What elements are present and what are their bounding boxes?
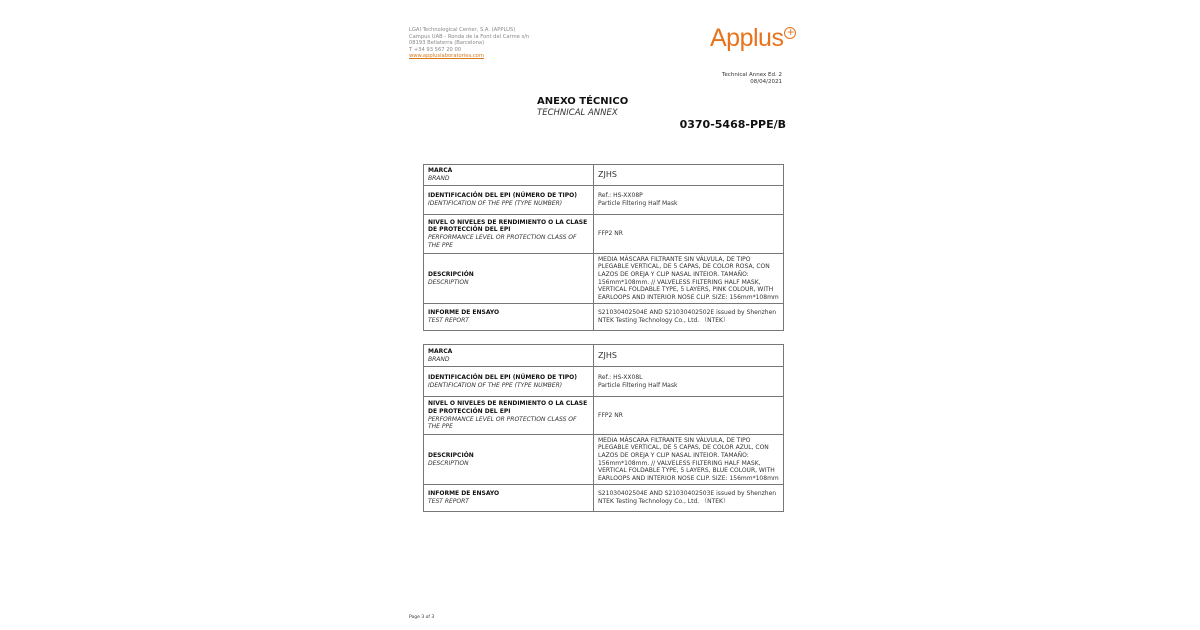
label: TEST REPORT (428, 317, 469, 324)
label: DESCRIPCIÓN (428, 451, 474, 459)
report-value: S21030402504E AND S21030402503E issued by Shenzhen NTEK Testing Technology Co., Ltd. （NTEK） (594, 485, 784, 512)
company-address (409, 27, 529, 60)
description-value: MEDIA MÁSCARA FILTRANTE SIN VÁLVULA, DE TIPO PLEGABLE VERTICAL, DE 5 CAPAS, DE COLOR AZUL, CON LAZOS DE OREJA Y CLIP NASAL INTEIOR. TAMAÑO: 156mm*108mm. // VALVELESS FILTERING HALF MASK, VERTICAL FOLDABLE TYPE, 5 LAYERS, BLUE COLOUR, WITH EARLOOPS AND INTERIOR NOSE CLIP. SIZE: 156mm*108mm (594, 435, 784, 485)
label: INFORME DE ENSAYO (428, 490, 500, 498)
label: DESCRIPCIÓN (428, 270, 474, 278)
label: IDENTIFICATION OF THE PPE (TYPE NUMBER) (428, 381, 563, 389)
page-number: Page 3 of 3 (409, 615, 435, 620)
date: 08/04/2021 (750, 79, 782, 85)
address-line: T +34 93 567 20 00 (409, 46, 462, 53)
level-value: FFP2 NR (594, 215, 784, 254)
address-line: 08193 Bellaterra (Barcelona) (409, 40, 485, 47)
ref-value: Ref.: HS-XX08P (598, 192, 643, 200)
level-value: FFP2 NR (594, 397, 784, 435)
label: TEST REPORT (428, 498, 469, 505)
label: PERFORMANCE LEVEL OR PROTECTION CLASS OF THE PPE (428, 234, 577, 249)
report-value: S21030402504E AND S21030402502E issued by Shenzhen NTEK Testing Technology Co., Ltd. （NTEK） (594, 304, 784, 331)
label: NIVEL O NIVELES DE RENDIMIENTO O LA CLASE DE PROTECCIÓN DEL EPI (428, 400, 588, 415)
ref-value: Ref.: HS-XX08L (598, 373, 643, 381)
label: PERFORMANCE LEVEL OR PROTECTION CLASS OF THE PPE (428, 415, 577, 431)
product-table (423, 344, 784, 512)
logo-text: Applus (710, 24, 784, 52)
label: IDENTIFICACIÓN DEL EPI (NÚMERO DE TIPO) (428, 373, 577, 381)
page-subtitle: TECHNICAL ANNEX (537, 108, 618, 118)
product-table (423, 164, 784, 331)
label: MARCA (428, 167, 453, 175)
type-value: Particle Filtering Half Mask (598, 200, 678, 207)
plus-icon: + (784, 27, 796, 39)
label: BRAND (428, 355, 450, 363)
type-value: Particle Filtering Half Mask (598, 381, 678, 389)
brand-value: ZJHS (594, 165, 784, 186)
label: DESCRIPTION (428, 459, 469, 467)
label: BRAND (428, 175, 450, 182)
edition-info (722, 72, 782, 86)
website-link[interactable]: www.appluslaboratories.com (409, 53, 484, 60)
applus-logo (710, 24, 796, 53)
page-title: ANEXO TÉCNICO (537, 96, 629, 107)
label: DESCRIPTION (428, 278, 469, 286)
description-value: MEDIA MÁSCARA FILTRANTE SIN VÁLVULA, DE TIPO PLEGABLE VERTICAL, DE 5 CAPAS, DE COLOR ROSA, CON LAZOS DE OREJA Y CLIP NASAL INTEIOR. TAMAÑO: 156mm*108mm. // VALVELESS FILTERING HALF MASK, VERTICAL FOLDABLE TYPE, 5 LAYERS, PINK COLOUR, WITH EARLOOPS AND INTERIOR NOSE CLIP. SIZE: 156mm*108mm (594, 254, 784, 304)
edition: Technical Annex Ed. 2 (722, 72, 782, 78)
label: NIVEL O NIVELES DE RENDIMIENTO O LA CLASE DE PROTECCIÓN DEL EPI (428, 218, 588, 234)
label: MARCA (428, 347, 453, 355)
label: IDENTIFICACIÓN DEL EPI (NÚMERO DE TIPO) (428, 192, 577, 200)
label: INFORME DE ENSAYO (428, 309, 500, 317)
brand-value: ZJHS (594, 345, 784, 367)
certificate-code: 0370-5468-PPE/B (679, 118, 786, 131)
address-line: Campus UAB - Ronda de la Font del Carme s/n (409, 33, 530, 40)
address-line: LGAI Technological Center, S.A. (APPLUS) (409, 27, 516, 33)
label: IDENTIFICATION OF THE PPE (TYPE NUMBER) (428, 200, 563, 207)
